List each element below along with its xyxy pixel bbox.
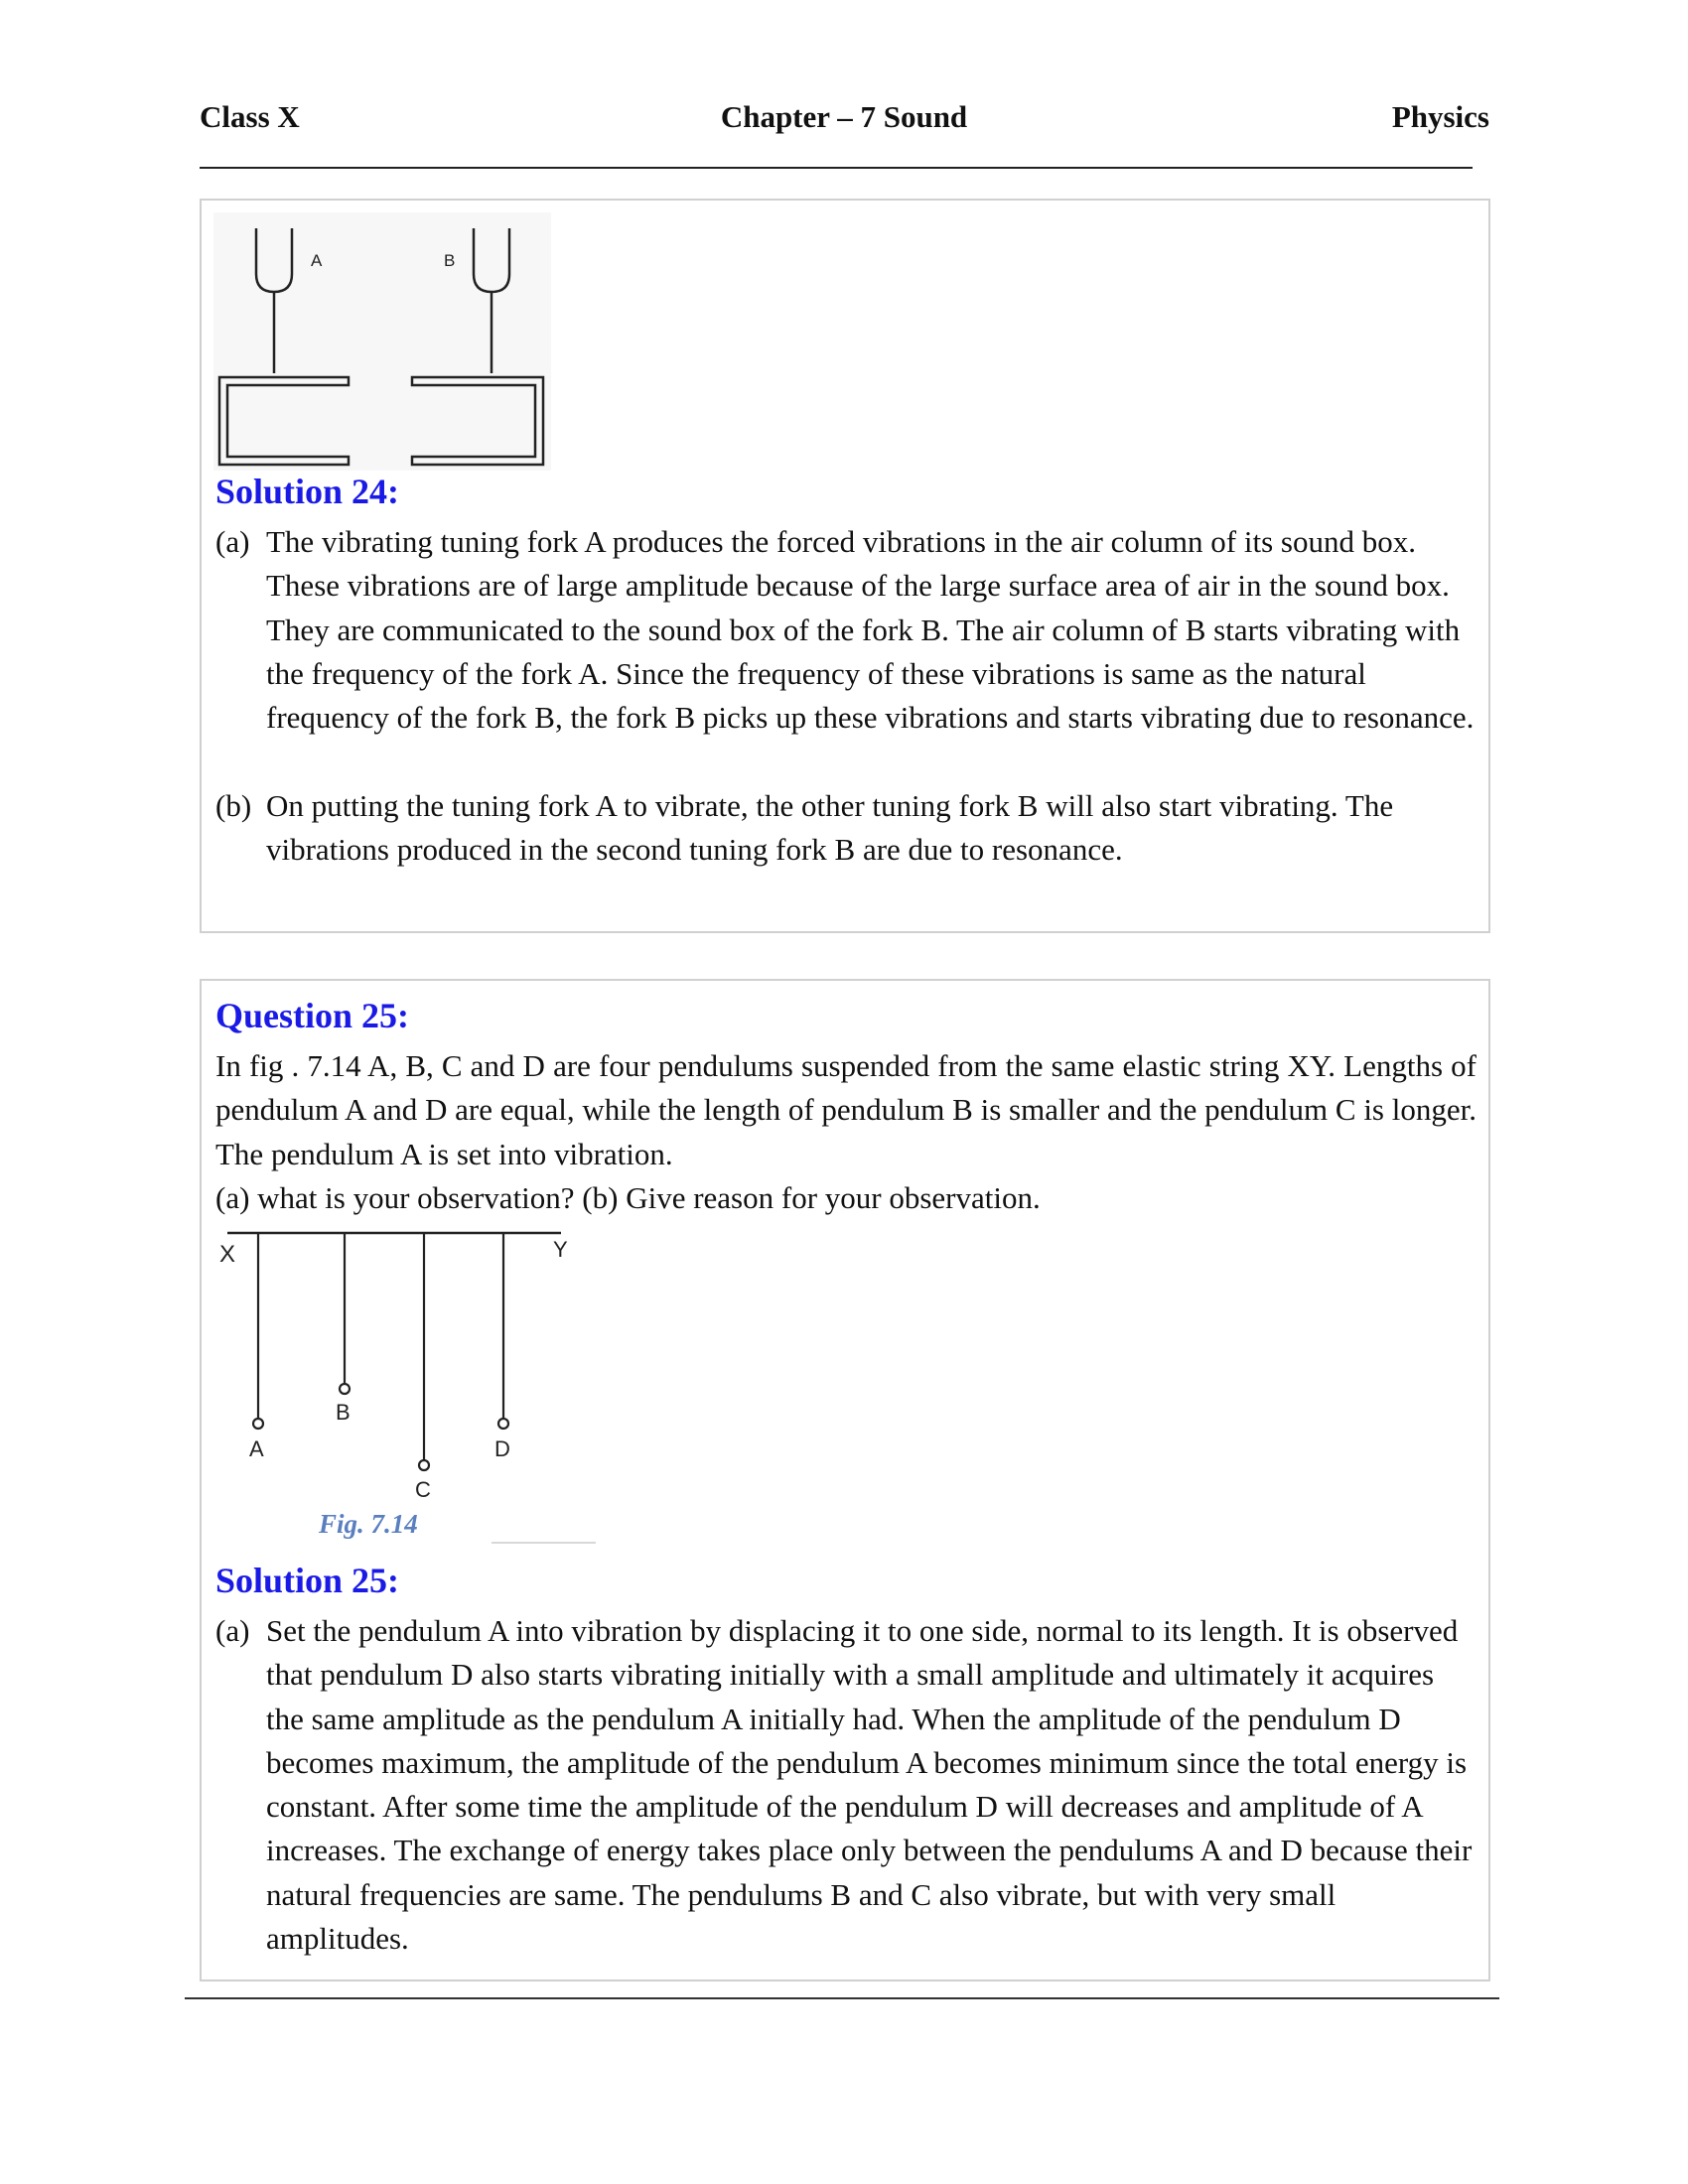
pendulums-figure — [213, 1229, 611, 1557]
item-text: The vibrating tuning fork A produces the forced vibrations in the air column of its sound box. These vibrations are of large amplitude because of the large surface area of air in the sound box. They are communicated to the sound box of the fork B. The air column of B starts vibrating with the frequency of the fork A. Since the frequency of these vibrations is same as the natural frequency of the fork B, the fork B picks up these vibrations and starts vibrating due to resonance. — [266, 524, 1475, 736]
pendulum-a — [253, 1233, 263, 1429]
x-label: X — [219, 1241, 236, 1268]
solution-24-item-a — [215, 520, 1477, 740]
pendulum-c — [419, 1233, 429, 1470]
header-rule — [200, 167, 1473, 169]
tuning-forks-figure — [213, 212, 551, 471]
solution-25-item-a — [215, 1609, 1477, 1961]
question-25-box — [200, 979, 1490, 1981]
pendulum-a-label: A — [249, 1436, 264, 1461]
item-text: On putting the tuning fork A to vibrate, the other tuning fork B will also start vibrating. The vibrations produced in the second tuning fork B are due to resonance. — [266, 788, 1394, 868]
item-label: (a) — [215, 1613, 250, 1648]
solution-24-heading: Solution 24: — [215, 472, 400, 511]
header-subject: Physics — [1391, 99, 1489, 134]
question-25-subquestions: (a) what is your observation? (b) Give reason for your observation. — [215, 1180, 1041, 1215]
question-25-heading: Question 25: — [215, 996, 410, 1035]
solution-24-item-b — [215, 784, 1477, 873]
pendulum-c-label: C — [415, 1477, 431, 1502]
question-25-text: In fig . 7.14 A, B, C and D are four pendulums suspended from the same elastic string XY. Lengths of pendulum A and D are equal, while the length of pendulum B is smaller and the pendulum C is longer. The pendulum A is set into vibration. — [215, 1048, 1477, 1171]
footer-rule — [185, 1997, 1499, 1999]
fork-a-label: A — [311, 251, 323, 270]
item-label: (a) — [215, 524, 250, 559]
y-label: Y — [553, 1237, 568, 1262]
item-text: Set the pendulum A into vibration by displacing it to one side, normal to its length. It is observed that pendulum D also starts vibrating initially with a small amplitude and ultimately it acquires the same amplitude as the pendulum A initially had. When the amplitude of the pendulum D becomes maximum, the amplitude of the pendulum A becomes minimum since the total energy is constant. After some time the amplitude of the pendulum D will decreases and amplitude of A increases. The exchange of energy takes place only between the pendulums A and D because their natural frequencies are same. The pendulums B and C also vibrate, but with very small amplitudes. — [266, 1613, 1473, 1957]
pendulum-b — [340, 1233, 350, 1394]
pendulum-b-label: B — [336, 1400, 351, 1425]
pendulum-d-label: D — [494, 1436, 510, 1461]
header-chapter: Chapter – 7 Sound — [720, 99, 968, 134]
solution-25-heading: Solution 25: — [215, 1561, 400, 1600]
pendulum-d — [498, 1233, 508, 1429]
solution-24-box — [200, 199, 1490, 933]
item-label: (b) — [215, 788, 252, 823]
header-class: Class X — [200, 99, 300, 134]
fork-b-label: B — [444, 251, 456, 270]
figure-caption: Fig. 7.14 — [319, 1509, 418, 1539]
